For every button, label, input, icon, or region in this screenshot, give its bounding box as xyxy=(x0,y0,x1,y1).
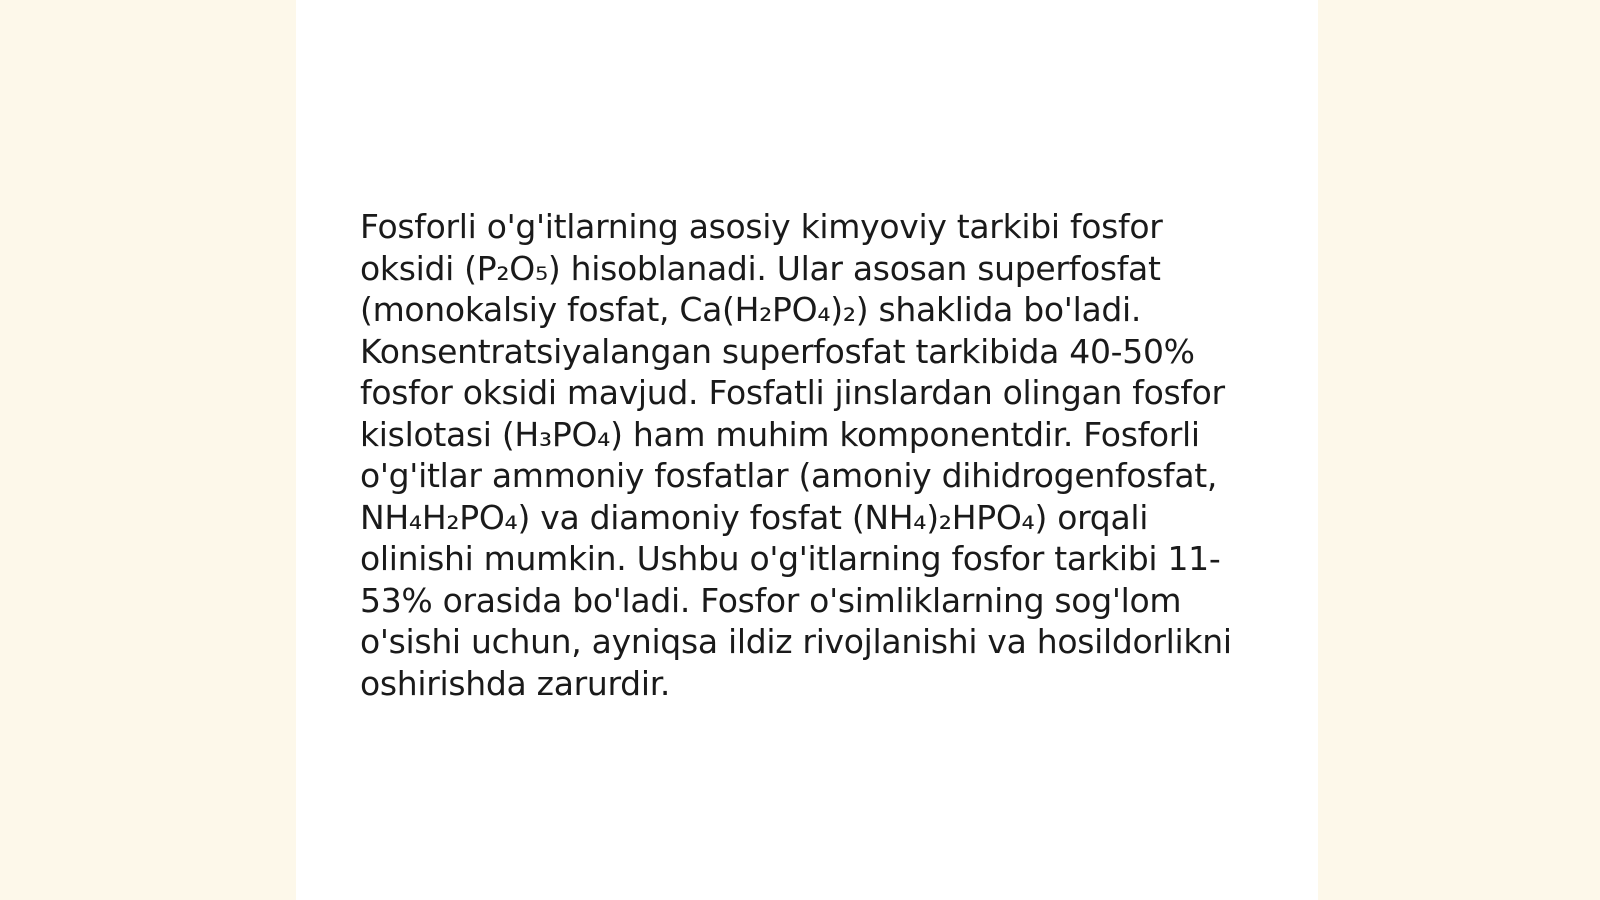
slide-panel xyxy=(296,0,1318,900)
slide-body-text: Fosforli o'g'itlarning asosiy kimyoviy tarkibi fosfor oksidi (P₂O₅) hisoblanadi. Ular asosan superfosfat (monokalsiy fosfat, Ca(H₂PO₄)₂) shaklida bo'ladi. Konsentratsiyalangan superfosfat tarkibida 40-50% fosfor oksidi mavjud. Fosfatli jinslardan olingan fosfor kislotasi (H₃PO₄) ham muhim komponentdir. Fosforli o'g'itlar ammoniy fosfatlar (amoniy dihidrogenfosfat, NH₄H₂PO₄) va diamoniy fosfat (NH₄)₂HPO₄) orqali olinishi mumkin. Ushbu o'g'itlarning fosfor tarkibi 11-53% orasida bo'ladi. Fosfor o'simliklarning sog'lom o'sishi uchun, ayniqsa ildiz rivojlanishi va hosildorlikni oshirishda zarurdir. xyxy=(360,207,1232,703)
